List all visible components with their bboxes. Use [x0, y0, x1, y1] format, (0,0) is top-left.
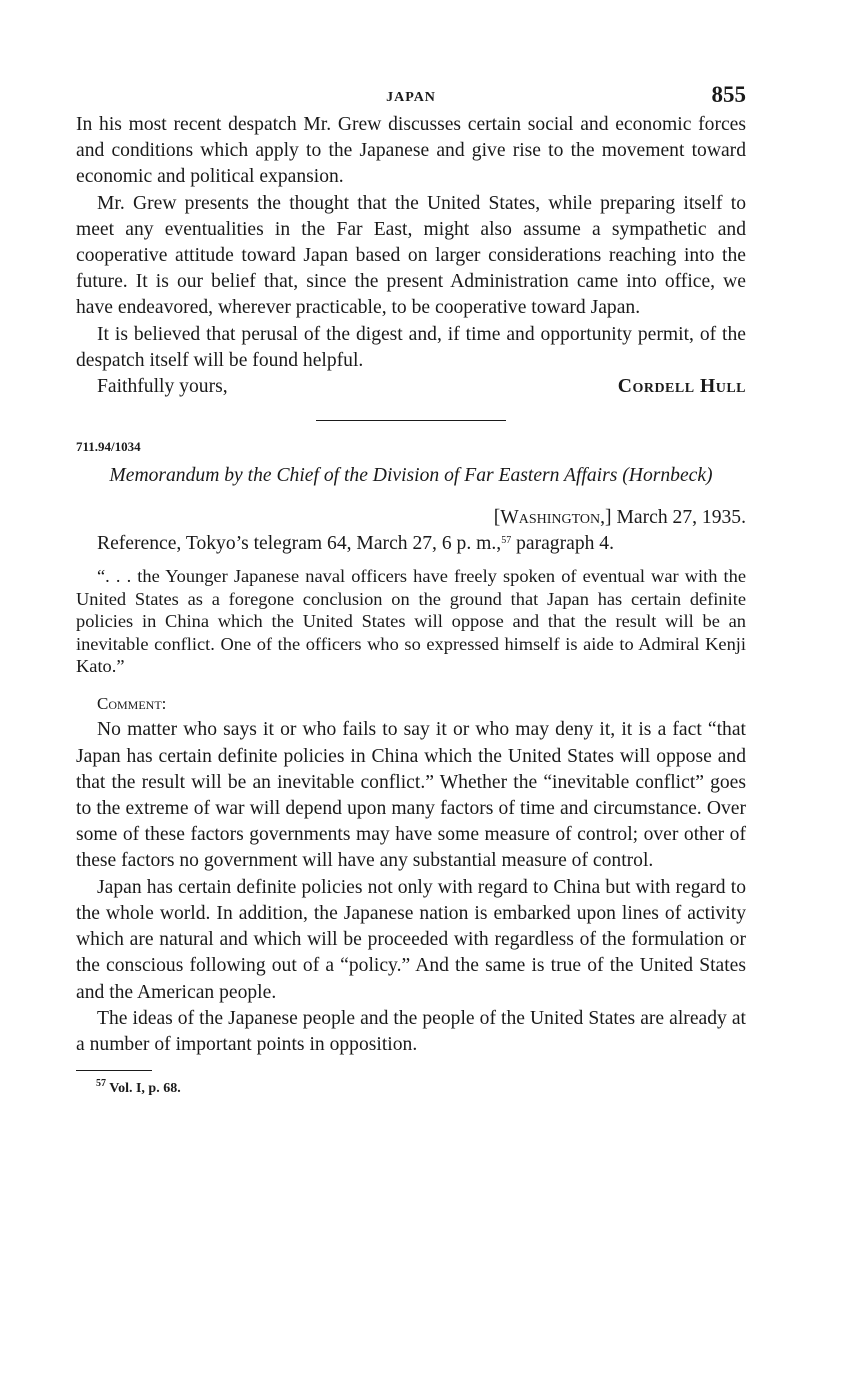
footnote-text: Vol. I, p. 68. — [109, 1081, 181, 1097]
footnote-ref: 57 — [501, 535, 512, 547]
running-head: JAPAN — [386, 90, 436, 105]
letter-paragraph-3: It is believed that perusal of the digest and, if time and opportunity permit, of the despatch itself will be found helpful. — [76, 323, 746, 371]
letter-closing — [76, 374, 746, 400]
dateline-place: Washington, — [500, 507, 606, 529]
dateline: [Washington,] March 27, 1935. — [493, 507, 746, 529]
memo-title: Memorandum by the Chief of the Division of Far Eastern Affairs (Hornbeck) — [109, 465, 713, 487]
dateline-date: March 27, 1935. — [616, 507, 746, 529]
letter-paragraph-1: In his most recent despatch Mr. Grew discusses certain social and economic forces and conditions which apply to the Japanese and give rise to the movement toward economic and political expansion. — [76, 114, 746, 188]
reference-text: Reference, Tokyo’s telegram 64, March 27, 6 p. m., — [97, 533, 502, 555]
reference-line — [76, 531, 746, 557]
footnote-divider — [76, 1070, 152, 1071]
comment-heading: Comment: — [97, 694, 167, 714]
signature: Cordell Hull — [617, 376, 746, 398]
page-header — [76, 82, 746, 112]
comment-paragraph-1: No matter who says it or who fails to say it or who may deny it, it is a fact “that Japan has certain definite policies in China which the United States will oppose and that the result will be an inevitable conflict.” Whether the “inevitable conflict” goes to the extreme of war will depend upon many factors of time and circumstance. Over some of these factors governments may have some measure of control; over other of these factors no government will have any substantial measure of control. — [76, 719, 746, 872]
footnote-marker: 57 — [96, 1078, 106, 1090]
page-number: 855 — [711, 82, 746, 107]
footnote — [76, 1078, 746, 1097]
comment-paragraph-2: Japan has certain definite policies not only with regard to China but with regard to the whole world. In addition, the Japanese nation is embarked upon lines of activity which are natural and which will be proceeded with regardless of the formulation or the conscious following out of a “policy.” And the same is true of the United States and the American people. — [76, 876, 746, 1003]
section-divider — [316, 420, 506, 421]
closing-text: Faithfully yours, — [97, 376, 228, 398]
file-number: 711.94/1034 — [76, 439, 141, 455]
reference-tail: paragraph 4. — [511, 533, 615, 555]
comment-paragraph-3: The ideas of the Japanese people and the people of the United States are already at a number of important points in opposition. — [76, 1007, 746, 1055]
quoted-telegram: “. . . the Younger Japanese naval officers have freely spoken of eventual war with the United States as a foregone conclusion on the ground that Japan has certain definite policies in China which the United States will oppose and that the result will be an inevitable conflict. One of the officers who so expressed himself is aide to Admiral Kenji Kato.” — [76, 566, 746, 677]
letter-paragraph-2: Mr. Grew presents the thought that the United States, while preparing itself to meet any eventualities in the Far East, might also assume a sympathetic and cooperative attitude toward Japan based on larger considerations reaching into the future. It is our belief that, since the present Administration came into office, we have endeavored, wherever practicable, to be cooperative toward Japan. — [76, 192, 746, 319]
document-page — [76, 82, 746, 1097]
